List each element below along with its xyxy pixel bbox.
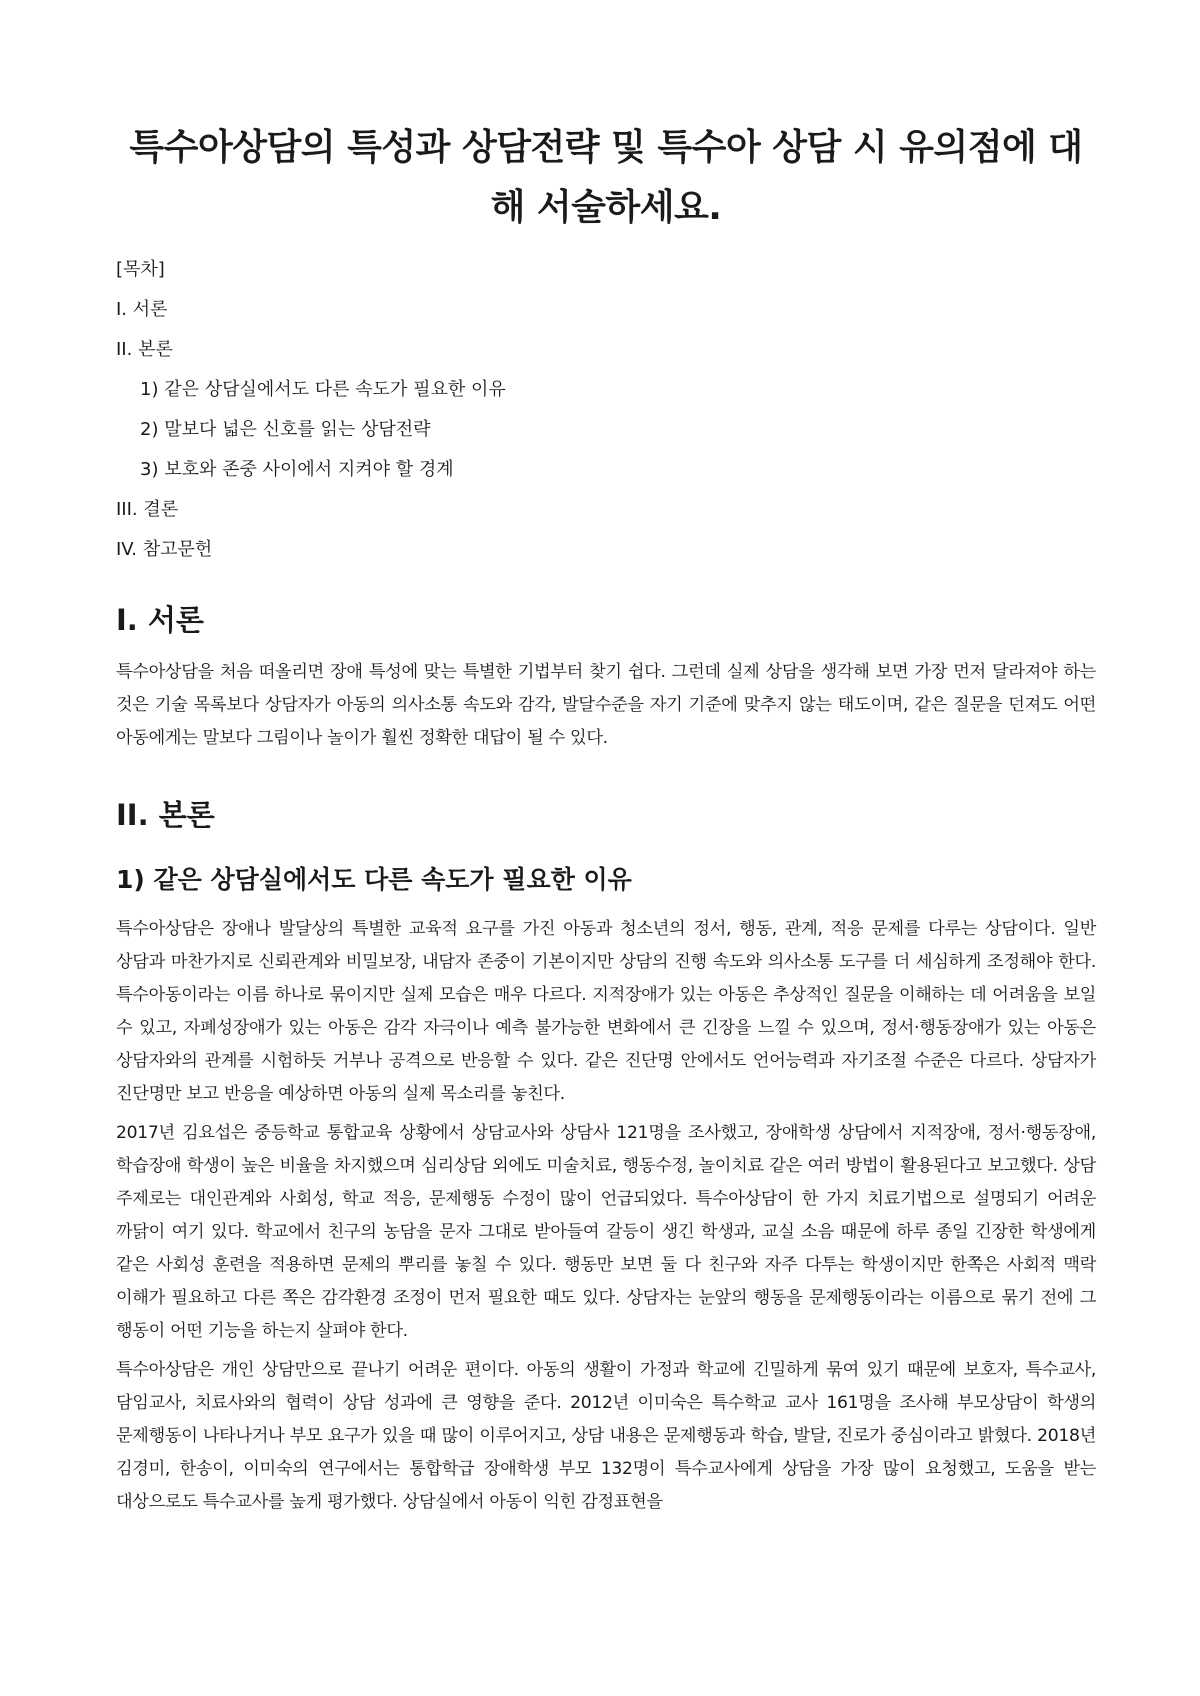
intro-paragraph: 특수아상담을 처음 떠올리면 장애 특성에 맞는 특별한 기법부터 찾기 쉽다. 그런데 실제 상담을 생각해 보면 가장 먼저 달라져야 하는 것은 기술 목록보다 상담자가 아동의 의사소통 속도와 감각, 발달수준을 자기 기준에 맞추지 않는 태도이며, 같은 질문을 던져도 어떤 아동에게는 말보다 그림이나 놀이가 훨씬 정확한 대답이 될 수 있다. xyxy=(116,662,1096,748)
intro-heading: I. 서론 xyxy=(116,603,204,637)
toc-item-intro: I. 서론 xyxy=(116,299,168,320)
body-subsection-1-heading: 1) 같은 상담실에서도 다른 속도가 필요한 이유 xyxy=(116,865,632,894)
toc-item-body-1: 1) 같은 상담실에서도 다른 속도가 필요한 이유 xyxy=(140,379,506,400)
body-paragraph: 2017년 김요섭은 중등학교 통합교육 상황에서 상담교사와 상담사 121명을 조사했고, 장애학생 상담에서 지적장애, 정서·행동장애, 학습장애 학생이 높은 비율을 차지했으며 심리상담 외에도 미술치료, 행동수정, 놀이치료 같은 여러 방법이 활용된다고 보고했다. 상담 주제로는 대인관계와 사회성, 학교 적응, 문제행동 수정이 많이 언급되었다. 특수아상담이 한 가지 치료기법으로 설명되기 어려운 까닭이 여기 있다. 학교에서 친구의 농담을 문자 그대로 받아들여 갈등이 생긴 학생과, 교실 소음 때문에 하루 종일 긴장한 학생에게 같은 사회성 훈련을 적용하면 문제의 뿌리를 놓칠 수 있다. 행동만 보면 둘 다 친구와 자주 다투는 학생이지만 한쪽은 사회적 맥락 이해가 필요하고 다른 쪽은 감각환경 조정이 먼저 필요한 때도 있다. 상담자는 눈앞의 행동을 문제행동이라는 이름으로 묶기 전에 그 행동이 어떤 기능을 하는지 살펴야 한다. xyxy=(116,1123,1096,1341)
body-paragraph: 특수아상담은 개인 상담만으로 끝나기 어려운 편이다. 아동의 생활이 가정과 학교에 긴밀하게 묶여 있기 때문에 보호자, 특수교사, 담임교사, 치료사와의 협력이 상담 성과에 큰 영향을 준다. 2012년 이미숙은 특수학교 교사 161명을 조사해 부모상담이 학생의 문제행동이 나타나거나 부모 요구가 있을 때 많이 이루어지고, 상담 내용은 문제행동과 학습, 발달, 진로가 중심이라고 밝혔다. 2018년 김경미, 한송이, 이미숙의 연구에서는 통합학급 장애학생 부모 132명이 특수교사에게 상담을 가장 많이 요청했고, 도움을 받는 대상으로도 특수교사를 높게 평가했다. 상담실에서 아동이 익힌 감정표현을 xyxy=(116,1360,1096,1512)
toc-item-references: IV. 참고문헌 xyxy=(116,539,213,560)
intro-section xyxy=(116,604,1096,755)
body-paragraph: 특수아상담은 장애나 발달상의 특별한 교육적 요구를 가진 아동과 청소년의 정서, 행동, 관계, 적응 문제를 다루는 상담이다. 일반 상담과 마찬가지로 신뢰관계와 비밀보장, 내담자 존중이 기본이지만 상담의 진행 속도와 의사소통 도구를 더 세심하게 조정해야 한다. 특수아동이라는 이름 하나로 묶이지만 실제 모습은 매우 다르다. 지적장애가 있는 아동은 추상적인 질문을 이해하는 데 어려움을 보일 수 있고, 자폐성장애가 있는 아동은 감각 자극이나 예측 불가능한 변화에서 큰 긴장을 느낄 수 있으며, 정서·행동장애가 있는 아동은 상담자와의 관계를 시험하듯 거부나 공격으로 반응할 수 있다. 같은 진단명 안에서도 언어능력과 자기조절 수준은 다르다. 상담자가 진단명만 보고 반응을 예상하면 아동의 실제 목소리를 놓친다. xyxy=(116,919,1096,1104)
body-section xyxy=(116,799,1096,1519)
toc-item-body-2: 2) 말보다 넓은 신호를 읽는 상담전략 xyxy=(140,419,431,440)
document-title: 특수아상담의 특성과 상담전략 및 특수아 상담 시 유의점에 대해 서술하세요. xyxy=(129,127,1083,228)
toc-item-conclusion: III. 결론 xyxy=(116,499,179,520)
table-of-contents xyxy=(116,260,1096,560)
toc-heading: [목차] xyxy=(116,259,165,280)
body-heading: II. 본론 xyxy=(116,798,215,832)
toc-item-body-3: 3) 보호와 존중 사이에서 지켜야 할 경계 xyxy=(140,459,454,480)
toc-item-body: II. 본론 xyxy=(116,339,173,360)
